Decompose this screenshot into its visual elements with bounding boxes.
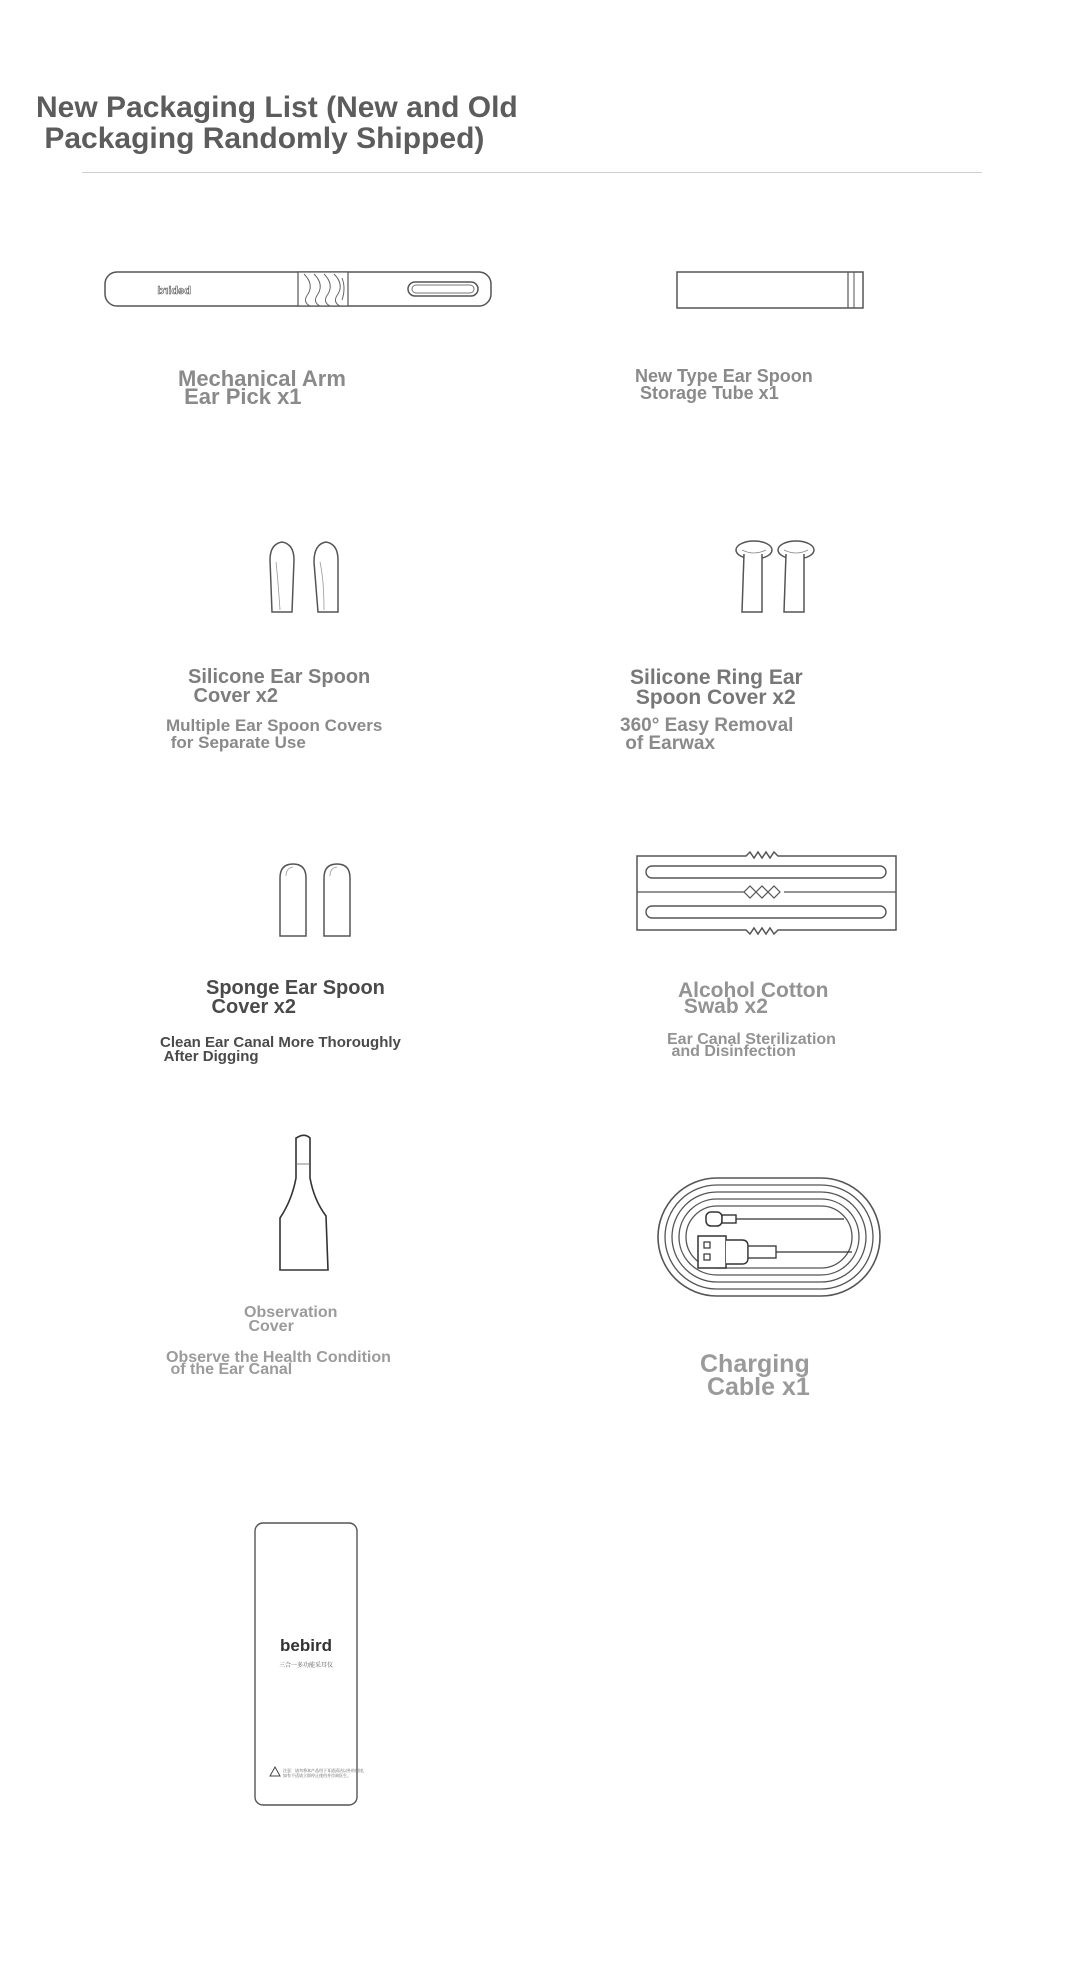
silicone-ring-cover-desc: 360° Easy Removal of Earwax	[620, 715, 794, 754]
manual-subtitle: 三合一多功能采耳仪	[278, 1663, 333, 1669]
silicone-cover-illustration	[266, 540, 350, 612]
silicone-cover-desc: Multiple Ear Spoon Covers for Separate Use	[166, 716, 383, 752]
title-divider	[82, 172, 982, 173]
charging-cable-label: Charging Cable x1	[700, 1350, 810, 1401]
sponge-cover-illustration	[278, 862, 354, 936]
manual-warning-text: 注意：请勿将本产品用于耳道清洁以外的用途， 如有不适请立即停止使用并咨询医生。	[283, 1768, 367, 1778]
ear-pick-logo: bebird	[157, 285, 191, 297]
alcohol-swab-illustration	[636, 852, 898, 934]
alcohol-swab-desc: Ear Canal Sterilization and Disinfection	[667, 1031, 836, 1060]
silicone-cover-label: Silicone Ear Spoon Cover x2	[188, 666, 371, 707]
storage-tube-illustration	[676, 270, 868, 310]
sponge-cover-label: Sponge Ear Spoon Cover x2	[206, 977, 385, 1018]
page-title: New Packaging List (New and Old Packaging Randomly Shipped)	[36, 91, 518, 155]
ear-pick-illustration	[104, 270, 494, 310]
sponge-cover-desc: Clean Ear Canal More Thoroughly After Digging	[160, 1034, 401, 1065]
ear-pick-label: Mechanical Arm Ear Pick x1	[178, 366, 346, 409]
manual-brand-logo: bebird	[280, 1636, 332, 1655]
observation-cover-illustration	[276, 1134, 330, 1270]
silicone-ring-cover-illustration	[734, 540, 816, 612]
alcohol-swab-label: Alcohol Cotton Swab x2	[678, 979, 829, 1018]
storage-tube-label: New Type Ear Spoon Storage Tube x1	[635, 366, 813, 403]
observation-cover-label: Observation Cover	[244, 1304, 338, 1335]
observation-cover-desc: Observe the Health Condition of the Ear Canal	[166, 1349, 391, 1378]
charging-cable-illustration	[656, 1176, 884, 1300]
silicone-ring-cover-label: Silicone Ring Ear Spoon Cover x2	[630, 666, 803, 709]
